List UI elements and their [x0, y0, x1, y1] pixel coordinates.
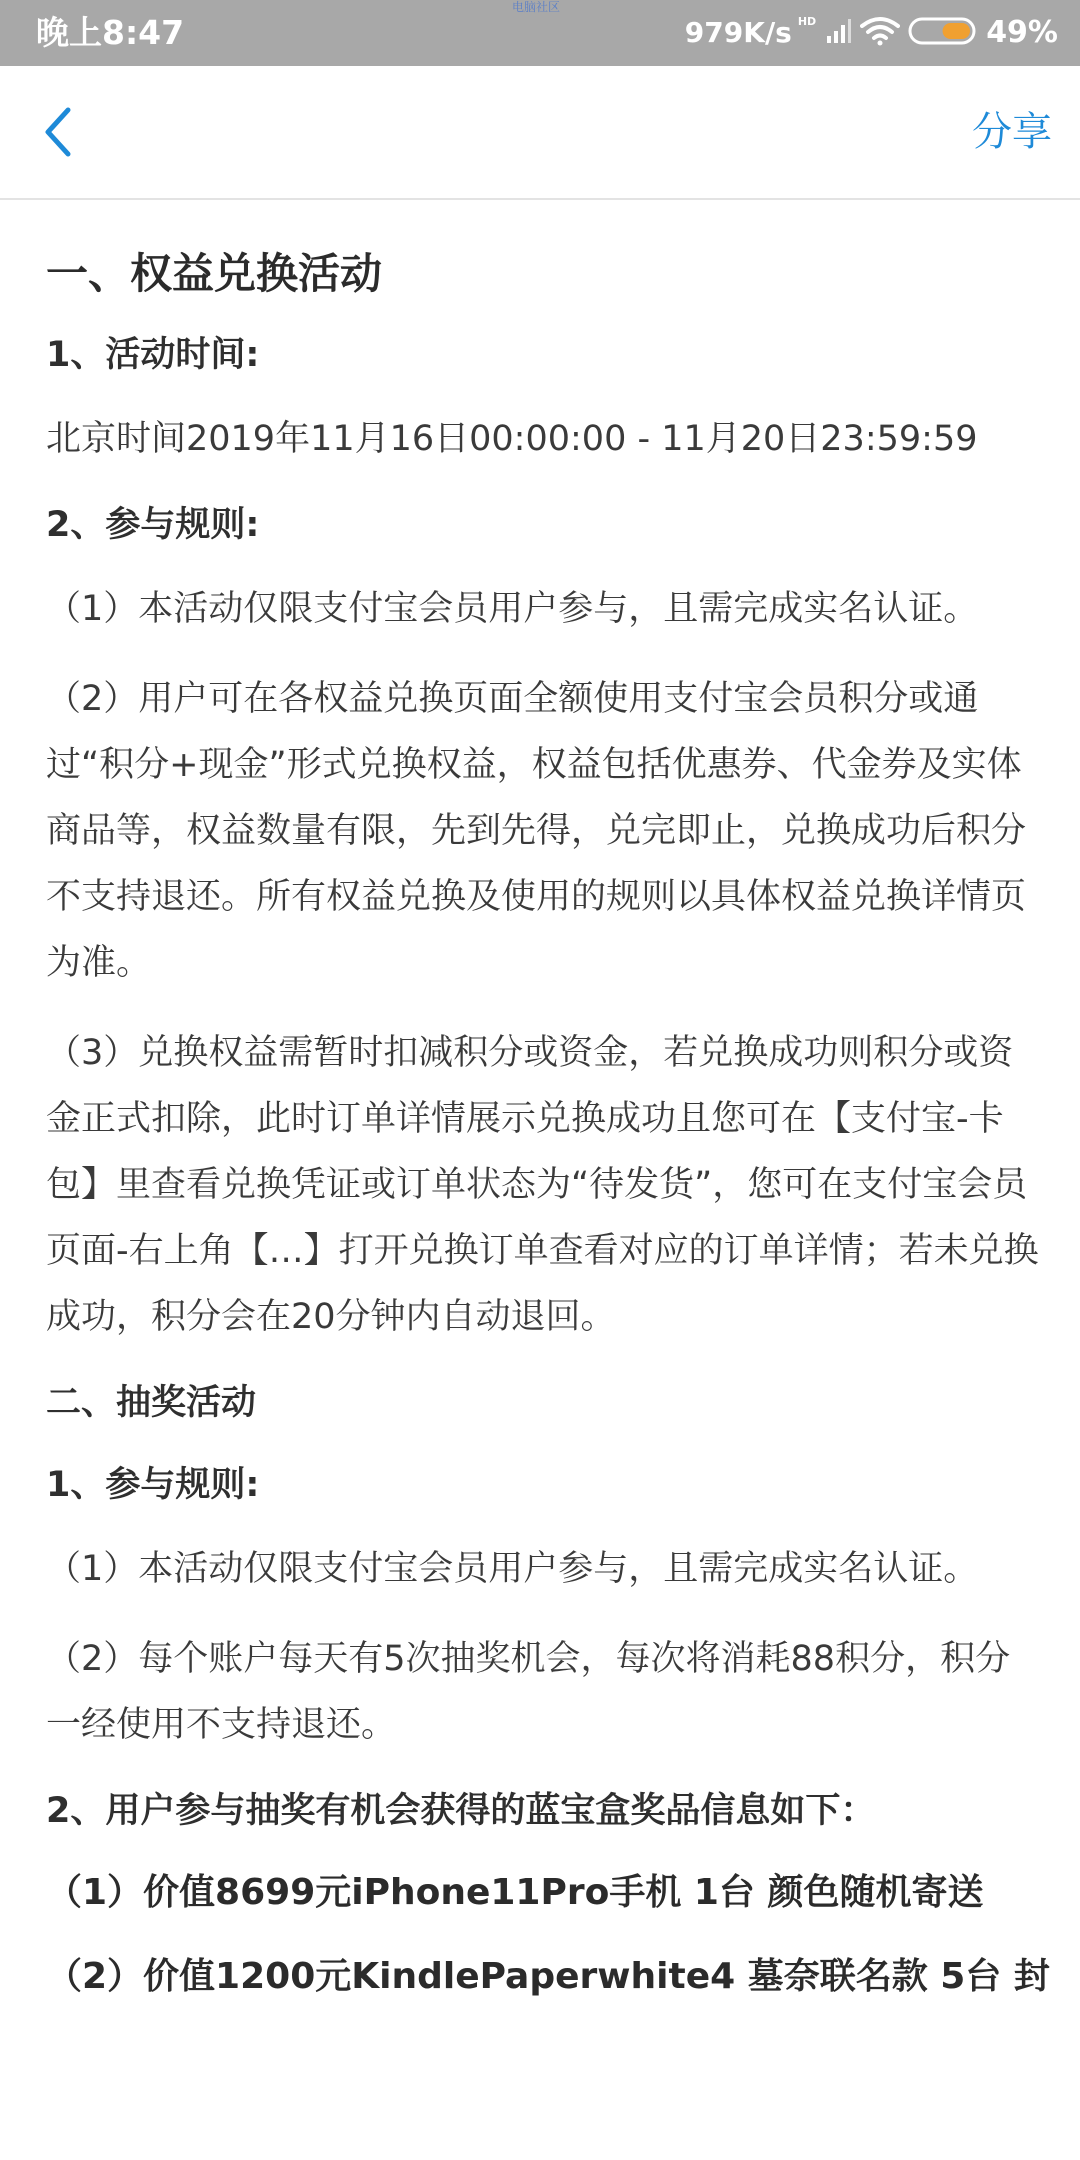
network-speed: 979K/s: [684, 16, 792, 49]
wifi-icon: [860, 16, 900, 50]
back-button[interactable]: [36, 104, 84, 160]
heading-participation-rules: 1、参与规则:: [46, 1465, 260, 1505]
heading-participation-rules: 2、参与规则:: [46, 505, 260, 545]
rule-paragraph: （1）本活动仅限支付宝会员用户参与，且需完成实名认证。: [46, 1549, 979, 1589]
status-bar: [0, 0, 1080, 66]
share-button[interactable]: 分享: [972, 109, 1052, 155]
rule-paragraph: （2）每个账户每天有5次抽奖机会，每次将消耗88积分，积分一经使用不支持退还。: [46, 1639, 1011, 1745]
nav-bar: [0, 66, 1080, 200]
battery-icon: [908, 16, 978, 50]
chevron-left-icon: [36, 104, 84, 160]
status-watermark: 电脑社区: [512, 0, 561, 14]
rule-paragraph: （2）用户可在各权益兑换页面全额使用支付宝会员积分或通过“积分+现金”形式兑换权益，权益包括优惠券、代金券及实体商品等，权益数量有限，先到先得，兑完即止，兑换成功后积分不支持退还。所有权益兑换及使用的规则以具体权益兑换详情页为准。: [46, 679, 1027, 983]
section-title-exchange: 一、权益兑换活动: [46, 249, 383, 298]
heading-prize-info: 2、用户参与抽奖有机会获得的蓝宝盒奖品信息如下：: [46, 1791, 876, 1831]
network-type-label: HD: [797, 15, 817, 28]
heading-activity-time: 1、活动时间:: [46, 335, 260, 375]
activity-time-text: 北京时间2019年11月16日00:00:00 - 11月20日23:59:59: [46, 419, 978, 459]
rule-paragraph: （3）兑换权益需暂时扣减积分或资金，若兑换成功则积分或资金正式扣除，此时订单详情展示兑换成功且您可在【支付宝-卡包】里查看兑换凭证或订单状态为“待发货”，您可在支付宝会员页面-右上角【…】打开兑换订单查看对应的订单详情；若未兑换成功，积分会在20分钟内自动退回。: [46, 1033, 1039, 1337]
rule-paragraph: （1）本活动仅限支付宝会员用户参与，且需完成实名认证。: [46, 589, 979, 629]
signal-icon: [826, 18, 852, 48]
section-title-lottery: 二、抽奖活动: [46, 1383, 257, 1423]
battery-percent: 49%: [986, 15, 1058, 50]
status-time: 晚上8:47: [36, 13, 185, 52]
prize-item: （1）价值8699元iPhone11Pro手机 1台 颜色随机寄送: [46, 1872, 984, 1913]
rules-article: [46, 198, 1050, 2008]
status-indicators: [685, 12, 1058, 54]
prize-item: （2）价值1200元KindlePaperwhite4 墓奈联名款 5台 封: [46, 1956, 1050, 1997]
